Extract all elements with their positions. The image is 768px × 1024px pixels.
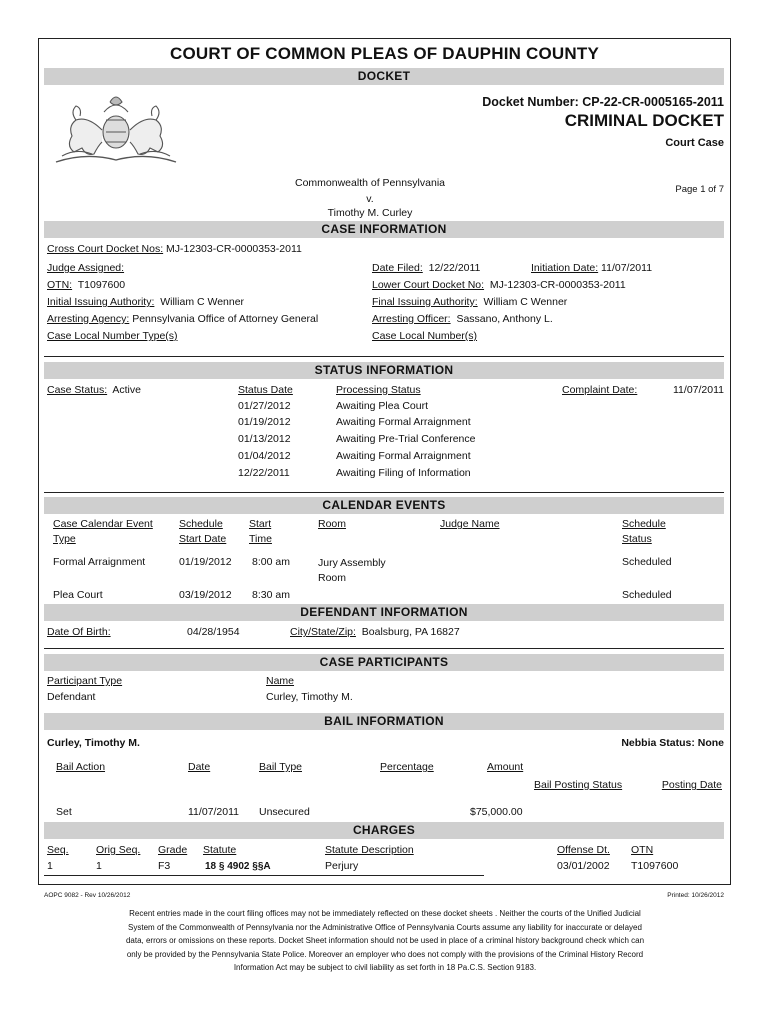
- status-row-date: 01/27/2012: [238, 400, 291, 412]
- dob-value: 04/28/1954: [187, 626, 240, 638]
- participant-type-header: Participant Type: [47, 675, 123, 687]
- bail-defendant-name: Curley, Timothy M.: [47, 737, 140, 749]
- judge-assigned-label: Judge Assigned:: [47, 262, 125, 274]
- charge-offense-date-header: Offense Dt.: [557, 844, 610, 856]
- disclaimer: [60, 907, 710, 975]
- bail-posting-date-header: Posting Date: [661, 779, 722, 791]
- dob-label: Date Of Birth:: [47, 626, 111, 638]
- status-information-bar: STATUS INFORMATION: [44, 362, 724, 379]
- bail-row-type: Unsecured: [259, 806, 310, 818]
- charge-orig-seq-header: Orig Seq.: [96, 844, 141, 856]
- cal-header-room: Room: [318, 518, 347, 530]
- charge-otn: T1097600: [631, 860, 679, 872]
- cal-row-date: 01/19/2012: [179, 556, 232, 568]
- court-title: COURT OF COMMON PLEAS OF DAUPHIN COUNTY: [169, 44, 599, 63]
- docket-bar: DOCKET: [44, 68, 724, 85]
- status-row-status: Awaiting Plea Court: [336, 400, 429, 412]
- bail-type-header: Bail Type: [259, 761, 302, 773]
- cal-row-time: 8:30 am: [252, 589, 290, 601]
- charge-seq-header: Seq.: [47, 844, 69, 856]
- cal-header-judge: Judge Name: [440, 518, 500, 530]
- charge-grade-header: Grade: [158, 844, 188, 856]
- cal-row-room: Jury Assembly: [318, 557, 386, 569]
- participant-name: Curley, Timothy M.: [266, 691, 353, 703]
- charges-bar: CHARGES: [44, 822, 724, 839]
- status-row-status: Awaiting Filing of Information: [336, 467, 471, 479]
- status-row-date: 01/13/2012: [238, 433, 291, 445]
- form-id: AOPC 9082 - Rev 10/26/2012: [44, 892, 131, 899]
- otn: OTN: T1097600: [47, 279, 126, 291]
- caption-commonwealth: Commonwealth of Pennsylvania: [295, 177, 445, 189]
- cal-header-start-date: Start Date: [179, 533, 227, 545]
- divider: [44, 648, 724, 649]
- initial-issuing-authority: Initial Issuing Authority: William C Wenner: [47, 296, 245, 308]
- cal-row-type: Plea Court: [53, 589, 103, 601]
- calendar-events-bar: CALENDAR EVENTS: [44, 497, 724, 514]
- charge-otn-header: OTN: [631, 844, 654, 856]
- nebbia-status: Nebbia Status: None: [621, 737, 724, 749]
- defendant-information-bar: DEFENDANT INFORMATION: [44, 604, 724, 621]
- caption-versus: v.: [366, 193, 374, 205]
- case-status: Case Status: Active: [47, 384, 141, 396]
- cal-header-time: Time: [249, 533, 272, 545]
- cal-header-event: Case Calendar Event: [53, 518, 153, 530]
- bail-percentage-header: Percentage: [380, 761, 434, 773]
- city-state-zip: City/State/Zip: Boalsburg, PA 16827: [290, 626, 460, 638]
- charge-offense-date: 03/01/2002: [557, 860, 610, 872]
- bail-amount-header: Amount: [487, 761, 524, 773]
- case-information-bar: CASE INFORMATION: [44, 221, 724, 238]
- status-row-date: 01/04/2012: [238, 450, 291, 462]
- divider: [44, 875, 484, 876]
- cal-row-status: Scheduled: [622, 589, 672, 601]
- processing-status-header: Processing Status: [336, 384, 421, 396]
- charge-statute-header: Statute: [203, 844, 237, 856]
- complaint-date-label: Complaint Date:: [562, 384, 638, 396]
- divider: [44, 356, 724, 357]
- cross-docket-row: Cross Court Docket Nos: MJ-12303-CR-0000353-2011: [47, 243, 302, 255]
- charge-grade: F3: [158, 860, 171, 872]
- arresting-agency: Arresting Agency: Pennsylvania Office of Attorney General: [47, 313, 319, 325]
- cal-row-date: 03/19/2012: [179, 589, 232, 601]
- cal-header-status: Status: [622, 533, 652, 545]
- docket-number: Docket Number: CP-22-CR-0005165-2011: [482, 95, 724, 109]
- case-local-number-type: Case Local Number Type(s): [47, 330, 178, 342]
- lower-court-docket: Lower Court Docket No: MJ-12303-CR-0000353-2011: [372, 279, 626, 291]
- participant-type: Defendant: [47, 691, 96, 703]
- bail-row-date: 11/07/2011: [188, 806, 239, 818]
- status-row-status: Awaiting Pre-Trial Conference: [336, 433, 476, 445]
- bail-row-action: Set: [56, 806, 72, 818]
- charge-description: Perjury: [325, 860, 359, 872]
- court-case-label: Court Case: [665, 137, 724, 149]
- cal-header-event-type: Type: [53, 533, 76, 545]
- disclaimer-line: Recent entries made in the court filing offices may not be immediately reflected on these docket sheets . Neither the courts of the Unified Judicial: [129, 909, 641, 918]
- disclaimer-line: System of the Commonwealth of Pennsylvania nor the Administrative Office of Pennsylvania Courts assume any liability for inaccurate or delayed: [128, 922, 642, 932]
- disclaimer-line: Information Act may be subject to civil liability as set forth in 18 Pa.C.S. Section 9183.: [233, 963, 537, 972]
- divider: [44, 492, 724, 493]
- charge-description-header: Statute Description: [325, 844, 414, 856]
- cal-header-start: Start: [249, 518, 272, 530]
- status-row-date: 01/19/2012: [238, 416, 291, 428]
- status-row-status: Awaiting Formal Arraignment: [336, 416, 471, 428]
- caption-defendant: Timothy M. Curley: [327, 207, 413, 219]
- case-local-number: Case Local Number(s): [372, 330, 478, 342]
- cal-row-type: Formal Arraignment: [53, 556, 146, 568]
- printed-date: Printed: 10/26/2012: [667, 892, 724, 899]
- bail-information-bar: BAIL INFORMATION: [44, 713, 724, 730]
- participant-name-header: Name: [266, 675, 295, 687]
- cal-header-sched-status: Schedule: [622, 518, 666, 530]
- final-issuing-authority: Final Issuing Authority: William C Wenner: [372, 296, 568, 308]
- disclaimer-line: only be provided by the Pennsylvania State Police. Moreover an employer who does not comply with the provisions of the Criminal History Record: [126, 949, 644, 959]
- arresting-officer: Arresting Officer: Sassano, Anthony L.: [372, 313, 553, 325]
- status-date-header: Status Date: [238, 384, 293, 396]
- complaint-date-value: 11/07/2011: [673, 384, 724, 396]
- criminal-docket-heading: CRIMINAL DOCKET: [564, 111, 724, 130]
- bail-action-header: Bail Action: [56, 761, 106, 773]
- bail-row-amount: $75,000.00: [470, 806, 523, 818]
- status-row-date: 12/22/2011: [238, 467, 290, 479]
- cal-row-room: Room: [318, 572, 347, 584]
- case-participants-bar: CASE PARTICIPANTS: [44, 654, 724, 671]
- charge-seq: 1: [47, 860, 53, 872]
- charge-orig-seq: 1: [96, 860, 102, 872]
- bail-date-header: Date: [188, 761, 211, 773]
- pennsylvania-seal-icon: [46, 90, 186, 168]
- bail-posting-status-header: Bail Posting Status: [534, 779, 623, 791]
- disclaimer-line: data, errors or omissions on these reports. Docket Sheet information should not be used in place of a criminal history background check which can: [125, 936, 645, 945]
- cal-row-status: Scheduled: [622, 556, 672, 568]
- initiation-date: Initiation Date: 11/07/2011: [531, 262, 653, 274]
- cal-header-schedule: Schedule: [179, 518, 223, 530]
- status-row-status: Awaiting Formal Arraignment: [336, 450, 471, 462]
- charge-statute: 18 § 4902 §§A: [205, 861, 271, 872]
- date-filed: Date Filed: 12/22/2011: [372, 262, 481, 274]
- page-number: Page 1 of 7: [675, 184, 724, 195]
- cal-row-time: 8:00 am: [252, 556, 290, 568]
